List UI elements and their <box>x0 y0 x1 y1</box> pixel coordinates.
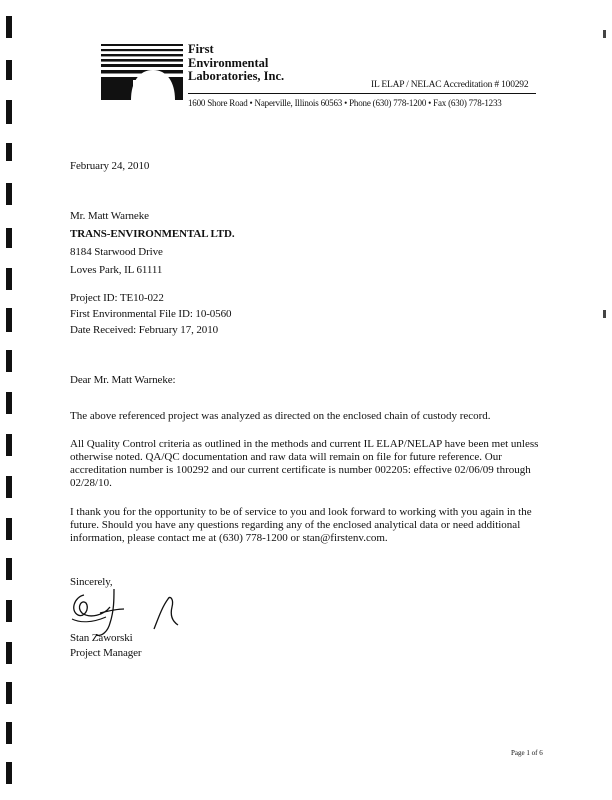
margin-mark <box>6 228 12 248</box>
margin-mark <box>6 476 12 498</box>
margin-mark <box>6 100 12 124</box>
margin-mark <box>6 600 12 622</box>
company-address: 1600 Shore Road • Naperville, Illinois 60563 • Phone (630) 778-1200 • Fax (630) 778-1233 <box>188 98 502 108</box>
margin-mark <box>6 143 12 161</box>
margin-mark <box>6 268 12 290</box>
header-rule <box>188 93 536 94</box>
company-name <box>188 43 284 84</box>
margin-mark <box>6 350 12 372</box>
paragraph-text: All Quality Control criteria as outlined in the methods and current IL ELAP/NELAP have been met unless otherwise noted. QA/QC documentation and raw data will remain on file for future reference. Our accreditation number is 100292 and our current certificate is number 002205: effective 02/06/09 through 02/28/10. <box>70 438 539 489</box>
margin-mark <box>6 308 12 332</box>
paragraph-text: I thank you for the opportunity to be of service to you and look forward to working with you again in the future. Should you have any questions regarding any of the enclosed analytical data or need additional information, please contact me at (630) 778-1200 or stan@firstenv.com. <box>70 506 532 544</box>
body-paragraph <box>70 438 540 490</box>
company-logo-icon <box>101 40 183 100</box>
body-paragraph <box>70 410 540 423</box>
signer-name: Stan Zaworski <box>70 632 133 644</box>
file-id: First Environmental File ID: 10-0560 <box>70 308 232 320</box>
margin-mark <box>6 682 12 704</box>
edge-mark <box>603 30 606 38</box>
margin-mark <box>6 762 12 784</box>
letter-date: February 24, 2010 <box>70 160 150 172</box>
accreditation-text: IL ELAP / NELAC Accreditation # 100292 <box>371 80 529 90</box>
company-name-line1: First <box>188 42 214 56</box>
project-id: Project ID: TE10-022 <box>70 292 164 304</box>
edge-mark <box>603 310 606 318</box>
margin-mark <box>6 60 12 80</box>
recipient-street: 8184 Starwood Drive <box>70 246 163 258</box>
margin-mark <box>6 518 12 540</box>
recipient-company: TRANS-ENVIRONMENTAL LTD. <box>70 228 235 240</box>
closing: Sincerely, <box>70 576 113 588</box>
signer-title: Project Manager <box>70 647 142 659</box>
margin-mark <box>6 16 12 38</box>
salutation: Dear Mr. Matt Warneke: <box>70 374 176 386</box>
recipient-name: Mr. Matt Warneke <box>70 210 149 222</box>
margin-mark <box>6 434 12 456</box>
margin-mark <box>6 722 12 744</box>
margin-mark <box>6 558 12 580</box>
margin-mark <box>6 392 12 414</box>
body-paragraph <box>70 506 540 545</box>
margin-mark <box>6 642 12 664</box>
margin-mark <box>6 183 12 205</box>
company-name-line2: Environmental <box>188 55 269 70</box>
company-name-line3: Laboratories, Inc. <box>188 69 285 83</box>
page-number: Page 1 of 6 <box>511 749 543 757</box>
date-received: Date Received: February 17, 2010 <box>70 324 219 336</box>
paragraph-text: The above referenced project was analyzed as directed on the enclosed chain of custody record. <box>70 410 491 422</box>
recipient-city: Loves Park, IL 61111 <box>70 264 163 276</box>
